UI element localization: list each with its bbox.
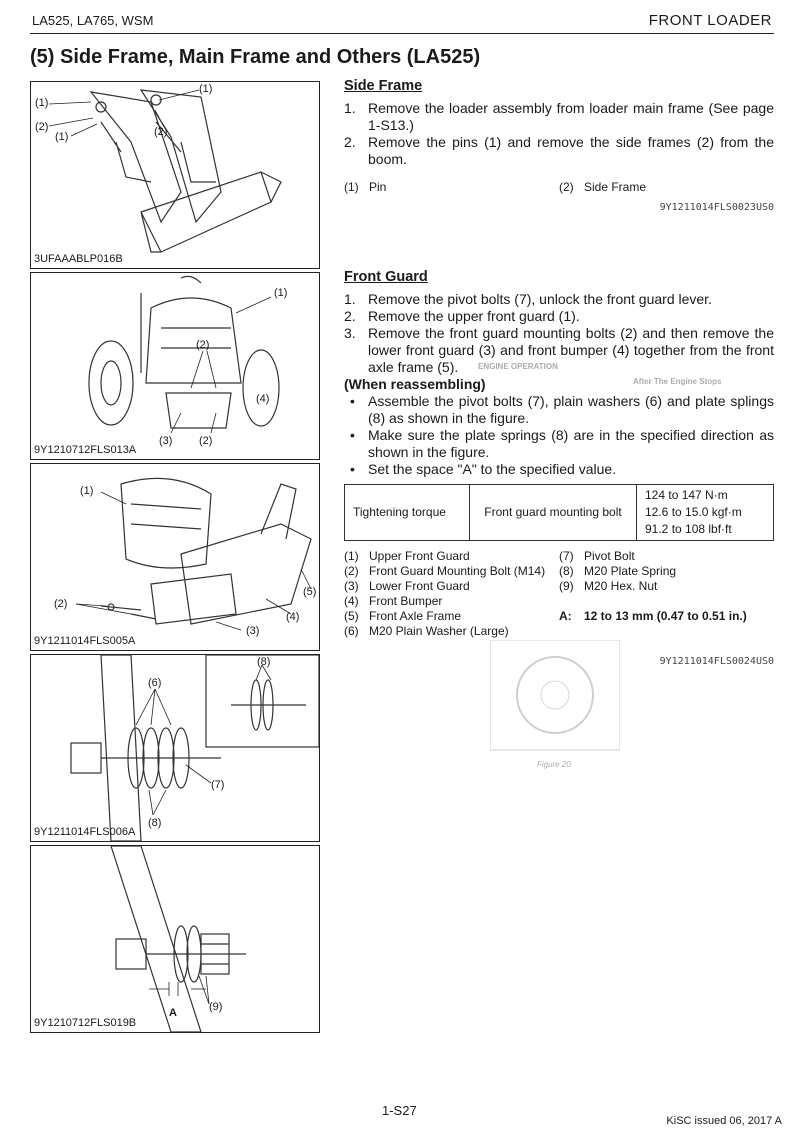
header-section: FRONT LOADER (648, 12, 772, 29)
side-frame-section (344, 78, 774, 216)
callout: (8) (257, 656, 271, 668)
header-models: LA525, LA765, WSM (32, 13, 154, 28)
callout: (8) (148, 817, 162, 829)
front-guard-title: Front Guard (344, 269, 428, 285)
legend-label: Side Frame (584, 180, 647, 194)
bullet-item: • Set the space "A" to the specified value. (344, 461, 774, 478)
torque-value-kgfm: 12.6 to 15.0 kgf·m (645, 505, 742, 519)
legend-row (344, 579, 774, 594)
pivot-bolt-illustration (31, 655, 319, 841)
step-text: Remove the loader assembly from loader main frame (See page 1-S13.) (368, 100, 774, 133)
legend-number: (7) (559, 549, 574, 563)
bullet-text: Set the space "A" to the specified value. (368, 461, 617, 477)
legend-label: M20 Hex. Nut (584, 579, 658, 593)
exploded-view-illustration (31, 464, 319, 650)
step (344, 100, 774, 134)
hex-nut-illustration (31, 846, 319, 1032)
tractor-illustration (31, 273, 319, 459)
legend-label: Upper Front Guard (369, 549, 470, 563)
figure-exploded-guard (30, 463, 320, 651)
callout: (2) (35, 121, 49, 133)
header-rule (30, 33, 774, 34)
bullet-item: • Make sure the plate springs (8) are in the specified direction as shown in the figure. (350, 427, 774, 460)
legend-label: Lower Front Guard (369, 579, 470, 593)
legend-label: Front Guard Mounting Bolt (M14) (369, 564, 546, 578)
legend-number: (5) (344, 609, 359, 623)
torque-table (344, 484, 774, 541)
reference-code: 9Y1211014FLS0023US0 (659, 202, 774, 213)
legend-row (344, 549, 774, 564)
legend-number: (9) (559, 579, 574, 593)
callout: (4) (286, 611, 300, 623)
callout: (2) (196, 339, 210, 351)
figure-code: 3UFAAABLP016B (34, 253, 123, 265)
step-number: 2. (344, 134, 356, 150)
front-guard-section (344, 269, 774, 670)
step (344, 291, 774, 308)
reassembling-title: (When reassembling) (344, 376, 486, 392)
ghost-heading-2: After The Engine Stops (633, 377, 722, 386)
torque-item: Front guard mounting bolt (470, 485, 637, 541)
callout: (1) (199, 83, 213, 95)
step (344, 325, 774, 376)
callout: (2) (154, 126, 168, 138)
legend-number: A: (559, 609, 572, 623)
legend-number: (4) (344, 594, 359, 608)
figure-hex-nut (30, 845, 320, 1033)
callout-A: A (169, 1007, 177, 1019)
step-text: Remove the front guard mounting bolts (2) and then remove the lower front guard (3) and front bumper (4) together from the front axle frame (5). (368, 325, 774, 375)
side-frame-title: Side Frame (344, 78, 423, 94)
callout: (1) (80, 485, 94, 497)
ghost-figure-label: Figure 20 (537, 760, 571, 769)
torque-value-nm: 124 to 147 N·m (645, 488, 728, 502)
page-number: 1-S27 (382, 1103, 417, 1118)
figure-tractor-front (30, 272, 320, 460)
legend-number: (1) (344, 549, 359, 563)
bullet-item: • Assemble the pivot bolts (7), plain washers (6) and plate splings (8) as shown in the figure. (350, 393, 774, 426)
legend-row (344, 180, 774, 195)
legend-number: (3) (344, 579, 359, 593)
page-title: (5) Side Frame, Main Frame and Others (LA525) (30, 46, 481, 68)
figure-loader-side-frame (30, 81, 320, 269)
legend-label: Front Axle Frame (369, 609, 462, 623)
callout: (2) (54, 598, 68, 610)
figure-code: 9Y1210712FLS013A (34, 444, 137, 456)
legend-row (344, 594, 774, 609)
legend-number: (2) (344, 564, 359, 578)
legend-row (344, 609, 774, 624)
loader-illustration (31, 82, 319, 268)
ghost-heading: ENGINE OPERATION (478, 362, 558, 371)
reference-code: 9Y1211014FLS0024US0 (659, 656, 774, 667)
legend-number: (1) (344, 180, 359, 194)
callout: (3) (246, 625, 260, 637)
figure-washers-springs (30, 654, 320, 842)
callout: (1) (35, 97, 49, 109)
legend-label: M20 Plain Washer (Large) (369, 624, 509, 638)
legend-label: Front Bumper (369, 594, 443, 608)
callout: (6) (148, 677, 162, 689)
callout: (9) (209, 1001, 223, 1013)
torque-value-lbfft: 91.2 to 108 lbf·ft (645, 522, 732, 536)
callout: (5) (303, 586, 317, 598)
legend-label: M20 Plate Spring (584, 564, 677, 578)
step (344, 134, 774, 168)
legend-number: (6) (344, 624, 359, 638)
callout: (1) (55, 131, 69, 143)
callout: (2) (199, 435, 213, 447)
figure-code: 9Y1211014FLS006A (34, 826, 136, 838)
callout: (1) (274, 287, 288, 299)
step-text: Remove the pins (1) and remove the side frames (2) from the boom. (368, 134, 774, 167)
legend-label: Pivot Bolt (584, 549, 635, 563)
torque-label: Tightening torque (345, 485, 470, 541)
step-number: 2. (344, 308, 356, 324)
legend-row (344, 624, 774, 639)
bullet-text: Assemble the pivot bolts (7), plain washers (6) and plate splings (8) as shown in the figure. (368, 393, 774, 426)
step-number: 1. (344, 291, 356, 307)
bullet-text: Make sure the plate springs (8) are in the specified direction as shown in the figure. (368, 427, 774, 460)
step-number: 1. (344, 100, 356, 116)
legend-label: 12 to 13 mm (0.47 to 0.51 in.) (584, 609, 747, 623)
step-text: Remove the upper front guard (1). (368, 308, 580, 324)
step-text: Remove the pivot bolts (7), unlock the front guard lever. (368, 291, 712, 307)
step-number: 3. (344, 325, 356, 341)
torque-values (637, 485, 774, 541)
step (344, 308, 774, 325)
callout: (4) (256, 393, 270, 405)
callout: (3) (159, 435, 173, 447)
legend-number: (2) (559, 180, 574, 194)
legend-label: Pin (369, 180, 387, 194)
callout: (7) (211, 779, 225, 791)
issue-info: KiSC issued 06, 2017 A (666, 1115, 782, 1127)
figure-code: 9Y1210712FLS019B (34, 1017, 137, 1029)
legend-number: (8) (559, 564, 574, 578)
figure-code: 9Y1211014FLS005A (34, 635, 136, 647)
legend-row (344, 564, 774, 579)
